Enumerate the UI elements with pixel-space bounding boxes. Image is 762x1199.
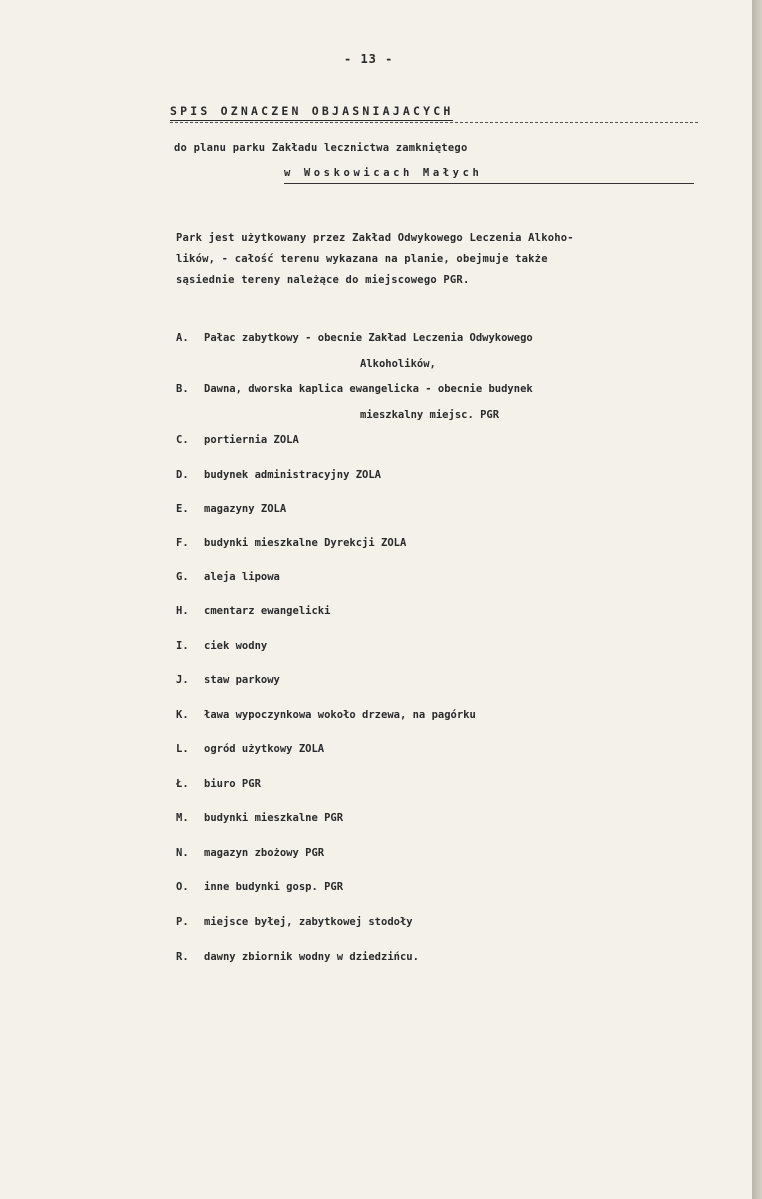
- legend-item-c: [176, 434, 299, 446]
- legend-item-d: [176, 469, 381, 481]
- legend-item-b-continuation: mieszkalny miejsc. PGR: [360, 409, 500, 421]
- intro-paragraph: [176, 228, 726, 291]
- legend-text: budynki mieszkalne PGR: [204, 812, 344, 824]
- legend-key: B.: [176, 383, 189, 395]
- legend-item-h: [176, 605, 330, 617]
- legend-item-g: [176, 571, 280, 583]
- legend-key: Ł.: [176, 778, 189, 790]
- legend-text: inne budynki gosp. PGR: [204, 881, 344, 893]
- legend-item-m: [176, 812, 343, 824]
- legend-key: R.: [176, 951, 189, 963]
- legend-item-f: [176, 537, 406, 549]
- legend-key: E.: [176, 503, 189, 515]
- page-number: - 13 -: [344, 52, 394, 66]
- legend-key: L.: [176, 743, 189, 755]
- legend-item-n: [176, 847, 324, 859]
- legend-text: biuro PGR: [204, 778, 261, 790]
- legend-text: staw parkowy: [204, 674, 280, 686]
- legend-item-l: [176, 743, 324, 755]
- legend-text: cmentarz ewangelicki: [204, 605, 331, 617]
- legend-text: budynki mieszkalne Dyrekcji ZOLA: [204, 537, 407, 549]
- legend-key: H.: [176, 605, 189, 617]
- legend-text: dawny zbiornik wodny w dziedzińcu.: [204, 951, 419, 963]
- document-title: SPIS OZNACZEN OBJASNIAJACYCH: [170, 104, 453, 121]
- legend-key: J.: [176, 674, 189, 686]
- legend-text: Pałac zabytkowy - obecnie Zakład Leczenia Odwykowego: [204, 332, 533, 344]
- legend-key: G.: [176, 571, 189, 583]
- subtitle-line-2: w Woskowicach Małych: [284, 167, 483, 179]
- legend-text: portiernia ZOLA: [204, 434, 299, 446]
- legend-item-a-continuation: Alkoholików,: [360, 358, 436, 370]
- legend-key: M.: [176, 812, 189, 824]
- legend-item-i: [176, 640, 267, 652]
- legend-item-e: [176, 503, 286, 515]
- legend-item-j: [176, 674, 280, 686]
- legend-item-o: [176, 881, 343, 893]
- legend-text: budynek administracyjny ZOLA: [204, 469, 382, 481]
- legend-key: F.: [176, 537, 189, 549]
- intro-line: lików, - całość terenu wykazana na planie, obejmuje także: [176, 253, 548, 265]
- legend-key: I.: [176, 640, 189, 652]
- legend-item-k: [176, 709, 476, 721]
- legend-item-r: [176, 951, 419, 963]
- legend-key: A.: [176, 332, 189, 344]
- legend-key: C.: [176, 434, 189, 446]
- subtitle-line-1: do planu parku Zakładu lecznictwa zamkniętego: [174, 142, 468, 154]
- intro-line: sąsiednie tereny należące do miejscowego PGR.: [176, 274, 470, 286]
- legend-text: Dawna, dworska kaplica ewangelicka - obecnie budynek: [204, 383, 533, 395]
- legend-item-a: [176, 332, 533, 344]
- legend-text: ława wypoczynkowa wokoło drzewa, na pagórku: [204, 709, 476, 721]
- legend-item-p: [176, 916, 413, 928]
- legend-key: P.: [176, 916, 189, 928]
- legend-item-b: [176, 383, 533, 395]
- intro-line: Park jest użytkowany przez Zakład Odwykowego Leczenia Alkoho-: [176, 232, 574, 244]
- legend-text: aleja lipowa: [204, 571, 280, 583]
- legend-key: N.: [176, 847, 189, 859]
- legend-text: ogród użytkowy ZOLA: [204, 743, 325, 755]
- title-dashed-rule: [170, 122, 698, 123]
- legend-text: magazyn zbożowy PGR: [204, 847, 325, 859]
- legend-text: ciek wodny: [204, 640, 268, 652]
- subtitle-underline: [284, 183, 694, 184]
- page-edge: [752, 0, 762, 1199]
- legend-item-l-stroke: [176, 778, 261, 790]
- legend-key: K.: [176, 709, 189, 721]
- legend-text: magazyny ZOLA: [204, 503, 287, 515]
- legend-key: O.: [176, 881, 189, 893]
- legend-text: miejsce byłej, zabytkowej stodoły: [204, 916, 413, 928]
- legend-key: D.: [176, 469, 189, 481]
